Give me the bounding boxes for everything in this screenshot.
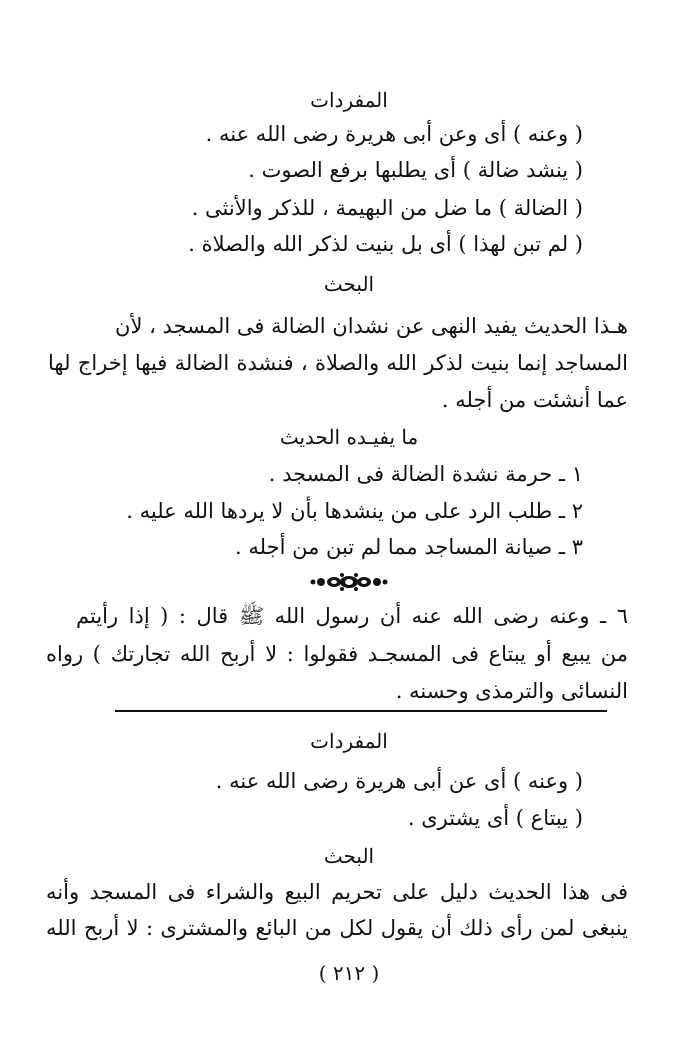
section-heading-vocabulary-2: المفردات — [310, 729, 388, 753]
section-heading-vocabulary: المفردات — [310, 88, 388, 112]
hadith-line-3: النسائى والترمذى وحسنه . — [395, 679, 628, 703]
benefit-3: ٣ ـ صيانة المساجد مما لم تبن من أجله . — [235, 535, 583, 559]
discussion-line-3: عما أنشئت من أجله . — [441, 388, 628, 412]
section-heading-benefits: ما يفيـده الحديث — [279, 425, 419, 449]
section-heading-discussion-2: البحث — [323, 844, 375, 868]
benefit-2: ٢ ـ طلب الرد على من ينشدها بأن لا يردها الله عليه . — [126, 499, 583, 523]
discussion-line-2: المساجد إنما بنيت لذكر الله والصلاة ، فنشدة الضالة فيها إخراج لها — [48, 351, 628, 375]
section-heading-discussion: البحث — [323, 272, 375, 296]
hadith-line-1: ٦ ـ وعنه رضى الله عنه أن رسول الله ﷺ قال : ( إذا رأيتم — [76, 604, 628, 628]
discussion-line-1: هـذا الحديث يفيد النهى عن نشدان الضالة فى المسجد ، لأن — [115, 314, 628, 338]
discussion2-line-2: ينبغى لمن رأى ذلك أن يقول لكل من البائع والمشترى : لا أربح الله — [46, 916, 628, 940]
vocab2-line-1: ( وعنه ) أى عن أبى هريرة رضى الله عنه . — [215, 769, 583, 793]
vocab-line-1: ( وعنه ) أى وعن أبى هريرة رضى الله عنه . — [205, 122, 583, 146]
hadith-line-2: من يبيع أو يبتاع فى المسجـد فقولوا : لا أربح الله تجارتك ) رواه — [46, 642, 628, 666]
vocab2-line-2: ( يبتاع ) أى يشترى . — [407, 806, 583, 830]
discussion2-line-1: فى هذا الحديث دليل على تحريم البيع والشراء فى المسجد وأنه — [46, 880, 628, 904]
ornament-divider-icon — [309, 571, 389, 593]
vocab-line-2: ( ينشد ضالة ) أى يطلبها برفع الصوت . — [248, 158, 583, 182]
page-number: ( ٢١٢ ) — [318, 961, 380, 985]
benefit-1: ١ ـ حرمة نشدة الضالة فى المسجد . — [268, 462, 583, 486]
vocab-line-3: ( الضالة ) ما ضل من البهيمة ، للذكر والأنثى . — [191, 196, 583, 220]
horizontal-divider — [115, 710, 607, 712]
vocab-line-4: ( لم تبن لهذا ) أى بل بنيت لذكر الله والصلاة . — [188, 232, 583, 256]
